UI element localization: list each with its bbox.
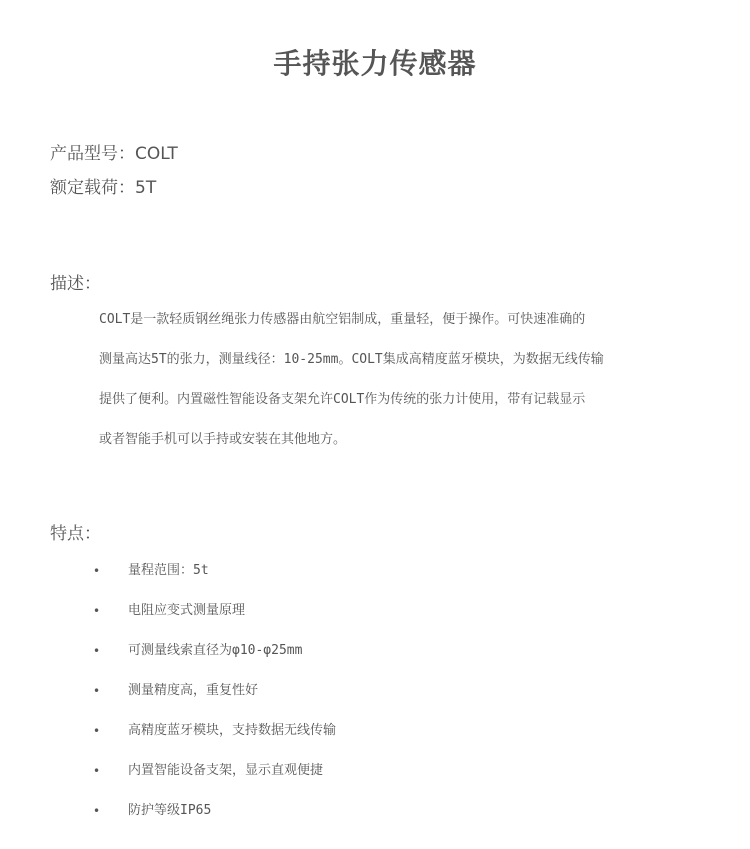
feature-text: 高精度蓝牙模块，支持数据无线传输 bbox=[128, 723, 337, 738]
bullet-icon: • bbox=[93, 604, 101, 618]
rated-load: 额定载荷：5T bbox=[50, 178, 157, 198]
description-body bbox=[99, 300, 659, 460]
description-line: 提供了便利。内置磁性智能设备支架允许COLT作为传统的张力计使用，带有记载显示 bbox=[99, 392, 586, 407]
feature-text: 防护等级IP65 bbox=[128, 803, 212, 818]
list-item bbox=[0, 791, 750, 831]
bullet-icon: • bbox=[93, 804, 101, 818]
list-item bbox=[0, 711, 750, 751]
feature-text: 内置智能设备支架，显示直观便捷 bbox=[128, 763, 324, 778]
list-item bbox=[0, 551, 750, 591]
list-item bbox=[0, 671, 750, 711]
feature-text: 电阻应变式测量原理 bbox=[128, 603, 246, 618]
bullet-icon: • bbox=[93, 684, 101, 698]
bullet-icon: • bbox=[93, 724, 101, 738]
bullet-icon: • bbox=[93, 564, 101, 578]
list-item bbox=[0, 591, 750, 631]
list-item bbox=[0, 751, 750, 791]
feature-list bbox=[0, 551, 750, 831]
feature-text: 测量精度高，重复性好 bbox=[128, 683, 259, 698]
page-title: 手持张力传感器 bbox=[273, 47, 477, 80]
list-item bbox=[0, 631, 750, 671]
features-heading: 特点： bbox=[50, 524, 101, 544]
bullet-icon: • bbox=[93, 644, 101, 658]
feature-text: 可测量线索直径为φ10-φ25mm bbox=[128, 643, 303, 658]
product-model: 产品型号：COLT bbox=[50, 144, 178, 164]
description-heading: 描述： bbox=[50, 274, 101, 294]
description-line: 测量高达5T的张力，测量线径：10-25mm。COLT集成高精度蓝牙模块，为数据无线传输 bbox=[99, 352, 604, 367]
description-line: COLT是一款轻质钢丝绳张力传感器由航空铝制成，重量轻，便于操作。可快速准确的 bbox=[99, 312, 586, 327]
description-line: 或者智能手机可以手持或安装在其他地方。 bbox=[99, 432, 347, 447]
feature-text: 量程范围：5t bbox=[128, 563, 209, 578]
bullet-icon: • bbox=[93, 764, 101, 778]
